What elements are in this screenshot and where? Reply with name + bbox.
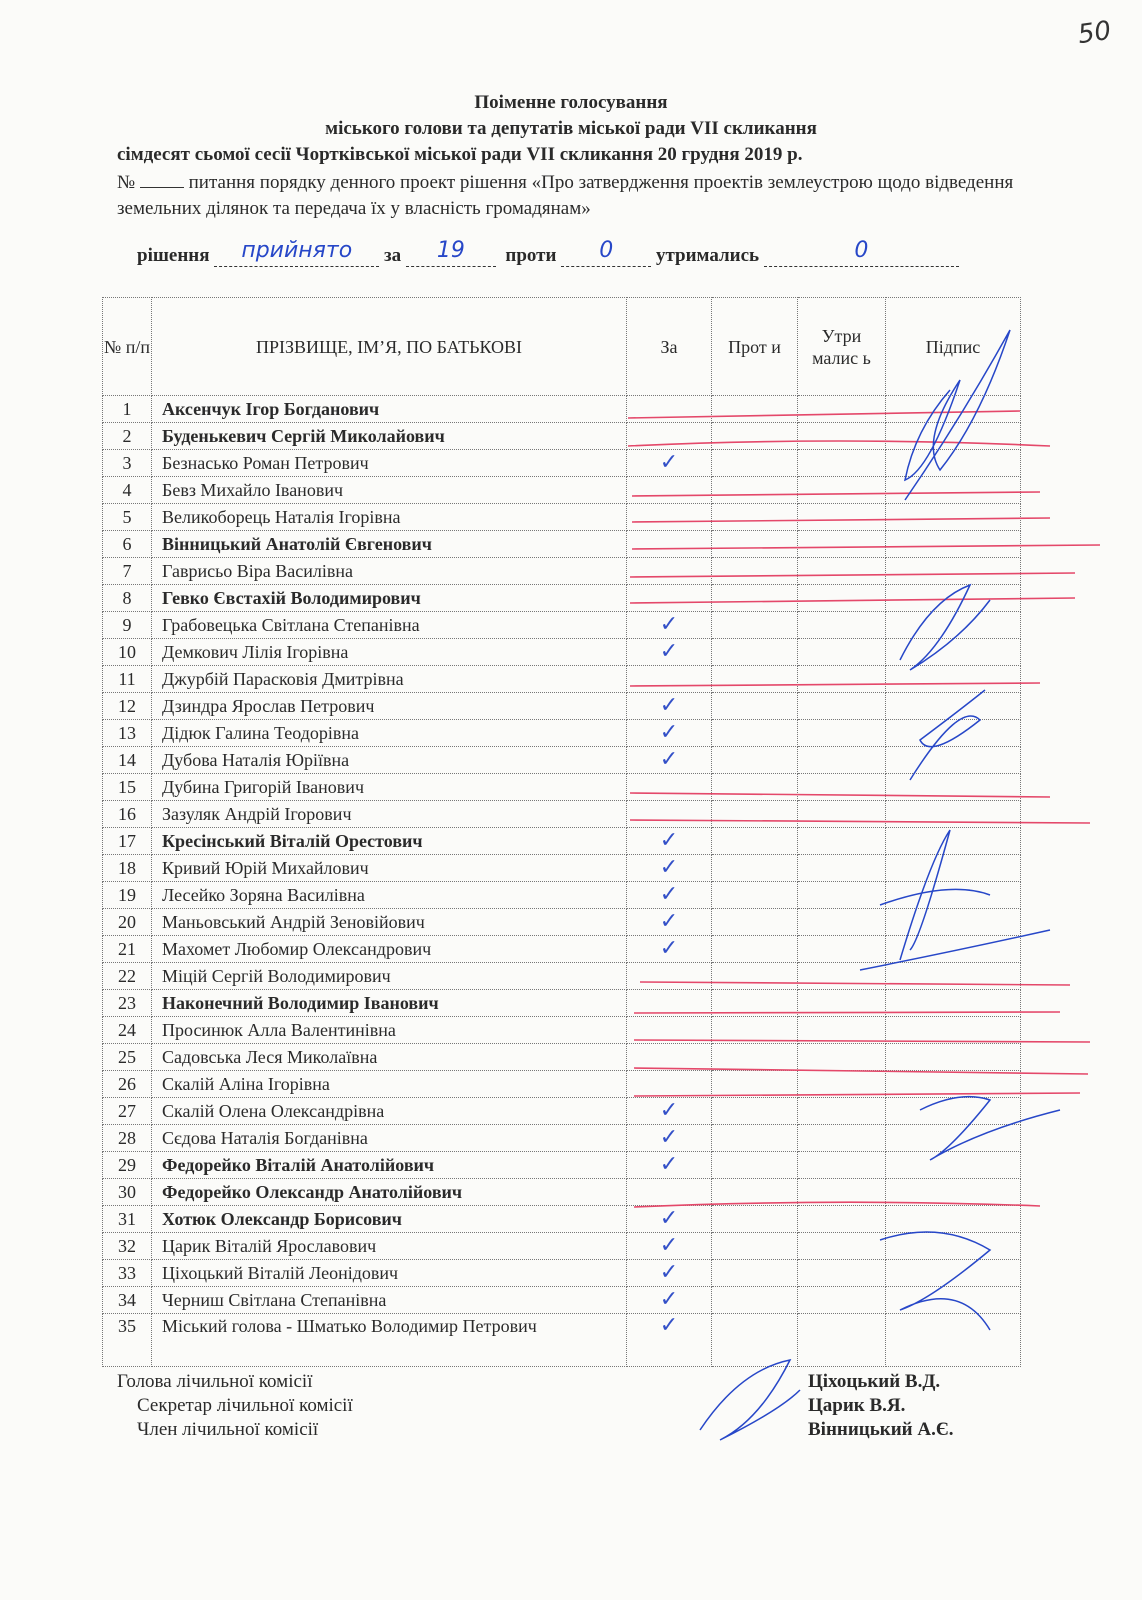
row-against [712,1260,798,1287]
row-signature [886,1260,1021,1287]
row-abstain [798,450,886,477]
table-header [103,298,1021,396]
row-name: Великоборець Наталія Ігорівна [152,504,627,531]
row-for: ✓ [627,747,712,774]
row-against [712,1098,798,1125]
row-signature [886,747,1021,774]
row-name: Дубова Наталія Юріївна [152,747,627,774]
row-abstain [798,909,886,936]
row-name: Хотюк Олександр Борисович [152,1206,627,1233]
row-name: Вінницький Анатолій Євгенович [152,531,627,558]
row-name: Грабовецька Світлана Степанівна [152,612,627,639]
row-for: ✓ [627,1098,712,1125]
for-value: 19 [436,238,465,263]
document-title [0,90,1142,142]
row-signature [886,801,1021,828]
row-signature [886,639,1021,666]
row-for [627,774,712,801]
col-name: ПРІЗВИЩЕ, ІМ’Я, ПО БАТЬКОВІ [152,298,627,396]
decision-label: рішення [137,245,210,266]
roll-call-table [102,297,1021,1367]
row-for [627,963,712,990]
row-abstain [798,1260,886,1287]
table-row [103,450,1021,477]
abstain-value: 0 [854,238,869,263]
table-row [103,909,1021,936]
row-against [712,531,798,558]
row-number: 24 [103,1017,152,1044]
row-for [627,423,712,450]
abstain-label: утримались [655,245,760,266]
chair-label: Голова лічильної комісії [117,1371,313,1392]
table-row [103,1260,1021,1287]
against-blank [561,238,651,267]
table-row [103,693,1021,720]
row-for [627,1071,712,1098]
row-signature [886,1287,1021,1314]
row-abstain [798,1206,886,1233]
row-signature [886,936,1021,963]
table-row [103,558,1021,585]
row-signature [886,720,1021,747]
row-name: Бевз Михайло Іванович [152,477,627,504]
for-blank [406,238,496,267]
row-signature [886,612,1021,639]
row-number: 4 [103,477,152,504]
row-number: 10 [103,639,152,666]
row-name: Федорейко Олександр Анатолійович [152,1179,627,1206]
question-number-blank [140,173,184,188]
row-number: 17 [103,828,152,855]
row-signature [886,1071,1021,1098]
row-against [712,693,798,720]
row-number: 19 [103,882,152,909]
row-abstain [798,1071,886,1098]
row-against [712,1206,798,1233]
row-name: Садовська Леся Миколаївна [152,1044,627,1071]
table-row [103,1071,1021,1098]
row-against [712,801,798,828]
row-abstain [798,1233,886,1260]
row-for: ✓ [627,450,712,477]
decision-blank [214,238,379,267]
row-abstain [798,747,886,774]
row-abstain [798,423,886,450]
row-abstain [798,720,886,747]
row-for: ✓ [627,1233,712,1260]
row-abstain [798,693,886,720]
row-abstain [798,855,886,882]
table-row [103,396,1021,423]
table-row [103,1098,1021,1125]
table-row [103,612,1021,639]
row-against [712,747,798,774]
row-against [712,1125,798,1152]
row-signature [886,855,1021,882]
row-name: Буденькевич Сергій Миколайович [152,423,627,450]
row-number: 13 [103,720,152,747]
row-name: Скалій Олена Олександрівна [152,1098,627,1125]
against-label: проти [505,245,557,266]
row-name: Махомет Любомир Олександрович [152,936,627,963]
member-label: Член лічильної комісії [137,1419,319,1440]
row-number: 18 [103,855,152,882]
row-against [712,639,798,666]
row-against [712,1071,798,1098]
row-name: Гевко Євстахій Володимирович [152,585,627,612]
row-signature [886,693,1021,720]
row-signature [886,450,1021,477]
row-signature [886,504,1021,531]
table-row [103,666,1021,693]
row-signature [886,1152,1021,1179]
row-abstain [798,828,886,855]
row-against [712,828,798,855]
row-abstain [798,531,886,558]
row-abstain [798,990,886,1017]
member-name: Вінницький А.Є. [808,1419,954,1440]
row-number: 3 [103,450,152,477]
against-value: 0 [599,238,614,263]
row-for: ✓ [627,1125,712,1152]
row-abstain [798,1017,886,1044]
row-number: 20 [103,909,152,936]
row-signature [886,774,1021,801]
row-for: ✓ [627,1206,712,1233]
row-number: 30 [103,1179,152,1206]
row-for [627,585,712,612]
row-for: ✓ [627,639,712,666]
title-line-1: Поіменне голосування [474,92,668,113]
row-name: Ціхоцький Віталій Леонідович [152,1260,627,1287]
row-against [712,720,798,747]
row-name: Міський голова - Шматько Володимир Петрович [152,1314,627,1367]
table-row [103,801,1021,828]
row-signature [886,963,1021,990]
row-for [627,504,712,531]
row-against [712,666,798,693]
row-against [712,936,798,963]
page-number: 50 [1076,15,1114,51]
row-for [627,1179,712,1206]
row-abstain [798,882,886,909]
row-against [712,774,798,801]
signature-commission [700,1360,800,1440]
title-line-2: міського голови та депутатів міської ради VII скликання [325,118,817,139]
row-number: 23 [103,990,152,1017]
row-abstain [798,1044,886,1071]
row-against [712,855,798,882]
row-for [627,531,712,558]
row-against [712,1152,798,1179]
table-row [103,963,1021,990]
row-for: ✓ [627,882,712,909]
chair-name: Ціхоцький В.Д. [808,1371,941,1392]
row-abstain [798,1314,886,1367]
col-abstain: Утри малис ь [798,298,886,396]
row-against [712,477,798,504]
table-row [103,1044,1021,1071]
row-name: Міцій Сергій Володимирович [152,963,627,990]
row-abstain [798,585,886,612]
row-abstain [798,477,886,504]
row-for [627,801,712,828]
row-signature [886,666,1021,693]
row-signature [886,531,1021,558]
table-row [103,1179,1021,1206]
row-against [712,1314,798,1367]
row-for [627,396,712,423]
row-signature [886,477,1021,504]
row-name: Федорейко Віталій Анатолійович [152,1152,627,1179]
row-against [712,1233,798,1260]
row-abstain [798,1125,886,1152]
row-against [712,504,798,531]
table-row [103,639,1021,666]
row-name: Зазуляк Андрій Ігорович [152,801,627,828]
row-name: Джурбій Парасковія Дмитрівна [152,666,627,693]
row-for: ✓ [627,720,712,747]
row-number: 9 [103,612,152,639]
row-abstain [798,774,886,801]
row-number: 27 [103,1098,152,1125]
agenda-question [117,170,1047,222]
row-name: Просинюк Алла Валентинівна [152,1017,627,1044]
row-for: ✓ [627,1314,712,1367]
row-number: 2 [103,423,152,450]
row-signature [886,423,1021,450]
row-number: 25 [103,1044,152,1071]
row-for: ✓ [627,612,712,639]
row-number: 16 [103,801,152,828]
row-against [712,1044,798,1071]
row-signature [886,1125,1021,1152]
row-for [627,990,712,1017]
row-name: Демкович Лілія Ігорівна [152,639,627,666]
row-name: Черниш Світлана Степанівна [152,1287,627,1314]
row-against [712,585,798,612]
row-against [712,612,798,639]
row-name: Кресінський Віталій Орестович [152,828,627,855]
row-number: 8 [103,585,152,612]
row-against [712,990,798,1017]
row-number: 6 [103,531,152,558]
table-row [103,936,1021,963]
row-signature [886,1017,1021,1044]
row-against [712,1179,798,1206]
table-row [103,1233,1021,1260]
row-signature [886,396,1021,423]
row-number: 11 [103,666,152,693]
row-number: 22 [103,963,152,990]
row-signature [886,1098,1021,1125]
row-abstain [798,639,886,666]
row-signature [886,990,1021,1017]
row-abstain [798,666,886,693]
row-number: 1 [103,396,152,423]
row-against [712,450,798,477]
row-signature [886,1314,1021,1367]
col-for: За [627,298,712,396]
row-number: 12 [103,693,152,720]
table-row [103,423,1021,450]
row-signature [886,1179,1021,1206]
row-name: Лесейко Зоряна Василівна [152,882,627,909]
row-name: Царик Віталій Ярославович [152,1233,627,1260]
row-against [712,558,798,585]
row-abstain [798,396,886,423]
row-abstain [798,1098,886,1125]
row-number: 26 [103,1071,152,1098]
row-signature [886,1206,1021,1233]
table-row [103,828,1021,855]
col-against: Прот и [712,298,798,396]
question-text: питання порядку денного проект рішення «Про затвердження проектів землеустрою щодо відведення земельних ділянок та передача їх у власність громадянам» [117,172,1014,219]
row-number: 7 [103,558,152,585]
table-row [103,882,1021,909]
table-row [103,774,1021,801]
for-label: за [384,245,402,266]
abstain-blank [764,238,959,267]
row-name: Безнасько Роман Петрович [152,450,627,477]
row-abstain [798,801,886,828]
row-signature [886,1233,1021,1260]
question-prefix: № [117,172,136,193]
row-signature [886,882,1021,909]
table-row [103,585,1021,612]
table-row [103,747,1021,774]
row-against [712,396,798,423]
row-number: 35 [103,1314,152,1367]
voting-result [137,238,959,267]
table-row [103,1125,1021,1152]
row-number: 14 [103,747,152,774]
row-signature [886,1044,1021,1071]
row-number: 21 [103,936,152,963]
row-against [712,1287,798,1314]
table-row [103,1206,1021,1233]
table-row [103,720,1021,747]
secretary-name: Царик В.Я. [808,1395,906,1416]
row-name: Маньовський Андрій Зеновійович [152,909,627,936]
row-for: ✓ [627,936,712,963]
row-name: Наконечний Володимир Іванович [152,990,627,1017]
row-abstain [798,1179,886,1206]
row-for: ✓ [627,909,712,936]
row-abstain [798,1152,886,1179]
row-number: 31 [103,1206,152,1233]
row-abstain [798,504,886,531]
row-abstain [798,936,886,963]
row-name: Скалій Аліна Ігорівна [152,1071,627,1098]
row-name: Гаврисьо Віра Василівна [152,558,627,585]
row-number: 33 [103,1260,152,1287]
table-row [103,504,1021,531]
row-name: Сєдова Наталія Богданівна [152,1125,627,1152]
table-row [103,855,1021,882]
decision-value: прийнято [241,238,353,263]
title-line-3: сімдесят сьомої сесії Чортківської міської ради VII скликання 20 грудня 2019 р. [117,144,803,165]
row-abstain [798,558,886,585]
table-row [103,1152,1021,1179]
row-number: 29 [103,1152,152,1179]
row-for: ✓ [627,1287,712,1314]
row-signature [886,558,1021,585]
row-for [627,1017,712,1044]
row-name: Аксенчук Ігор Богданович [152,396,627,423]
table-row [103,1287,1021,1314]
row-for: ✓ [627,855,712,882]
row-for [627,477,712,504]
row-for: ✓ [627,1260,712,1287]
row-name: Дубина Григорій Іванович [152,774,627,801]
row-for [627,666,712,693]
row-signature [886,585,1021,612]
row-abstain [798,1287,886,1314]
row-name: Дідюк Галина Теодорівна [152,720,627,747]
col-signature: Підпис [886,298,1021,396]
row-for: ✓ [627,693,712,720]
row-for: ✓ [627,828,712,855]
row-number: 34 [103,1287,152,1314]
row-number: 32 [103,1233,152,1260]
row-abstain [798,963,886,990]
row-signature [886,828,1021,855]
row-for: ✓ [627,1152,712,1179]
table-row [103,1017,1021,1044]
table-row [103,531,1021,558]
row-against [712,909,798,936]
table-row [103,990,1021,1017]
secretary-label: Секретар лічильної комісії [137,1395,353,1416]
row-against [712,1017,798,1044]
col-num: № п/п [103,298,152,396]
row-number: 28 [103,1125,152,1152]
row-number: 5 [103,504,152,531]
row-signature [886,909,1021,936]
row-name: Дзиндра Ярослав Петрович [152,693,627,720]
table-row [103,477,1021,504]
table-row [103,1314,1021,1367]
row-for [627,1044,712,1071]
row-against [712,963,798,990]
row-against [712,882,798,909]
row-abstain [798,612,886,639]
row-name: Кривий Юрій Михайлович [152,855,627,882]
row-for [627,558,712,585]
row-against [712,423,798,450]
row-number: 15 [103,774,152,801]
